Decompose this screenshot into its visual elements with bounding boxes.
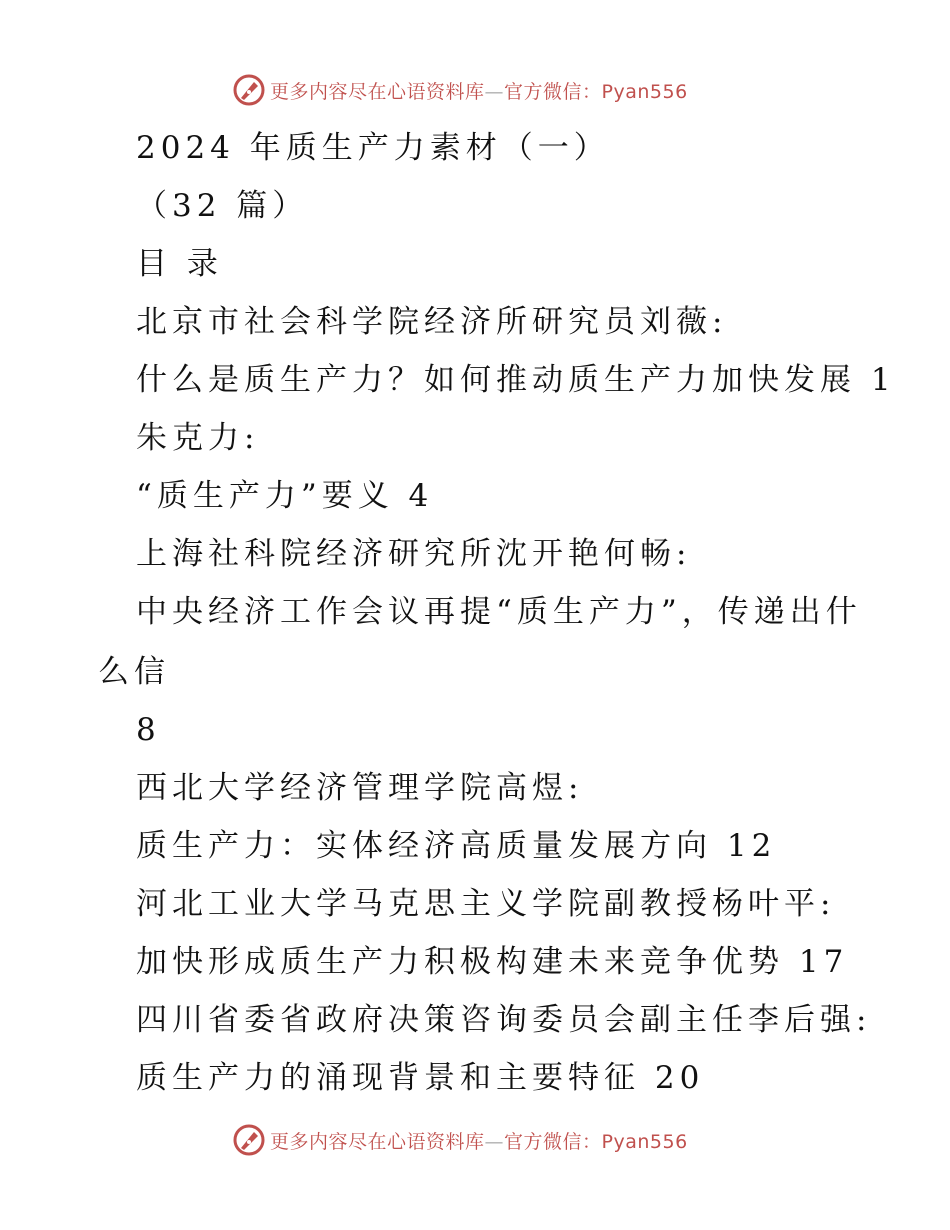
- document-title: 2024 年质生产力素材（一）: [136, 130, 610, 166]
- toc-author-line: 上海社科院经济研究所沈开艳何畅:: [136, 536, 692, 572]
- toc-entry-line: 质生产力的涌现背景和主要特征 20: [136, 1060, 705, 1096]
- toc-entry-line: 加快形成质生产力积极构建未来竞争优势 17: [136, 944, 849, 980]
- watermark-contact-text: 官方微信：Pyan556: [504, 80, 688, 103]
- watermark-main-text: 更多内容尽在心语资料库: [270, 80, 485, 103]
- pen-nib-logo-icon: [232, 1123, 266, 1157]
- toc-author-line: 四川省委省政府决策咨询委员会副主任李后强:: [136, 1002, 872, 1038]
- toc-author-line: 西北大学经济管理学院高煜:: [136, 770, 584, 806]
- watermark-header: [232, 72, 688, 108]
- toc-entry-line: 质生产力：实体经济高质量发展方向 12: [136, 828, 777, 864]
- watermark-dash: —: [484, 1130, 505, 1153]
- pen-nib-logo-icon: [232, 73, 266, 107]
- toc-author-line: 北京市社会科学院经济所研究员刘薇:: [136, 304, 728, 340]
- watermark-dash: —: [484, 80, 505, 103]
- watermark-footer: [232, 1122, 688, 1158]
- watermark-contact-text: 官方微信：Pyan556: [504, 1130, 688, 1153]
- toc-entry-line-wrap: 么信: [98, 654, 170, 690]
- document-count: （32 篇）: [136, 188, 309, 224]
- toc-author-line: 河北工业大学马克思主义学院副教授杨叶平:: [136, 886, 836, 922]
- toc-page-number: 8: [136, 712, 161, 748]
- toc-author-line: 朱克力:: [136, 420, 260, 456]
- toc-entry-line: 中央经济工作会议再提“质生产力”，传递出什: [136, 594, 862, 630]
- watermark-main-text: 更多内容尽在心语资料库: [270, 1130, 485, 1153]
- toc-entry-line: “质生产力”要义 4: [136, 478, 434, 514]
- toc-entry-line: 什么是质生产力？如何推动质生产力加快发展 1: [136, 362, 896, 398]
- toc-heading: 目 录: [136, 246, 223, 282]
